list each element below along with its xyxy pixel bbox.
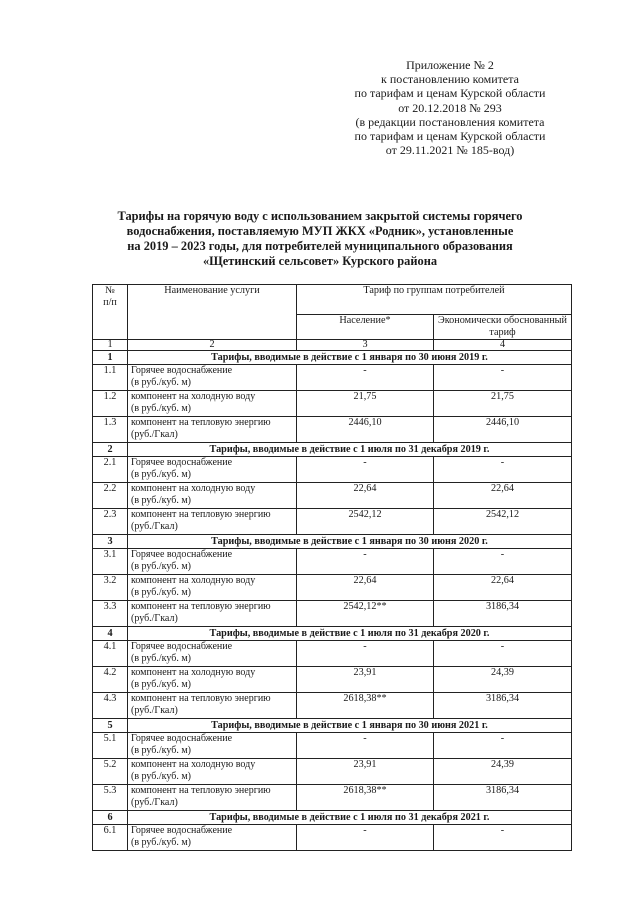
economic-tariff: - bbox=[434, 457, 572, 483]
service-name: Горячее водоснабжение (в руб./куб. м) bbox=[128, 365, 297, 391]
column-number: 4 bbox=[434, 340, 572, 351]
appendix-line: от 29.11.2021 № 185-вод) bbox=[385, 143, 515, 158]
service-name: компонент на холодную воду (в руб./куб. м) bbox=[128, 759, 297, 785]
population-tariff: 23,91 bbox=[297, 667, 434, 693]
population-tariff: 22,64 bbox=[297, 483, 434, 509]
table-row bbox=[93, 509, 572, 535]
table-row bbox=[93, 785, 572, 811]
population-tariff: 22,64 bbox=[297, 575, 434, 601]
economic-tariff: 2446,10 bbox=[434, 417, 572, 443]
row-number: 2.3 bbox=[93, 509, 128, 535]
title-line: Тарифы на горячую воду с использованием закрытой системы горячего bbox=[117, 209, 523, 223]
table-row bbox=[93, 733, 572, 759]
population-tariff: 2618,38** bbox=[297, 693, 434, 719]
section-number: 4 bbox=[93, 627, 128, 641]
section-row bbox=[93, 719, 572, 733]
column-number-row bbox=[93, 340, 572, 351]
row-number: 6.1 bbox=[93, 825, 128, 851]
appendix-reference bbox=[330, 58, 570, 157]
section-row bbox=[93, 351, 572, 365]
row-number: 1.1 bbox=[93, 365, 128, 391]
appendix-line: Приложение № 2 bbox=[406, 58, 494, 72]
table-row bbox=[93, 693, 572, 719]
service-name: компонент на холодную воду (в руб./куб. м) bbox=[128, 575, 297, 601]
row-number: 5.1 bbox=[93, 733, 128, 759]
table-row bbox=[93, 601, 572, 627]
service-name: компонент на тепловую энергию (руб./Гкал) bbox=[128, 785, 297, 811]
population-tariff: 2618,38** bbox=[297, 785, 434, 811]
table-row bbox=[93, 759, 572, 785]
service-name: компонент на тепловую энергию (руб./Гкал) bbox=[128, 509, 297, 535]
row-number: 4.1 bbox=[93, 641, 128, 667]
row-number: 1.3 bbox=[93, 417, 128, 443]
table-row bbox=[93, 417, 572, 443]
header-number: № п/п bbox=[93, 285, 128, 340]
row-number: 5.2 bbox=[93, 759, 128, 785]
economic-tariff: - bbox=[434, 825, 572, 851]
population-tariff: 2542,12** bbox=[297, 601, 434, 627]
appendix-line: по тарифам и ценам Курской области bbox=[354, 86, 546, 101]
economic-tariff: 3186,34 bbox=[434, 785, 572, 811]
table-row bbox=[93, 391, 572, 417]
table-row bbox=[93, 549, 572, 575]
population-tariff: - bbox=[297, 733, 434, 759]
economic-tariff: 24,39 bbox=[434, 667, 572, 693]
section-row bbox=[93, 627, 572, 641]
section-number: 3 bbox=[93, 535, 128, 549]
service-name: компонент на холодную воду (в руб./куб. м) bbox=[128, 667, 297, 693]
title-line: «Щетинский сельсовет» Курского района bbox=[202, 254, 438, 268]
header-population: Население* bbox=[297, 315, 434, 340]
population-tariff: - bbox=[297, 641, 434, 667]
row-number: 5.3 bbox=[93, 785, 128, 811]
section-row bbox=[93, 811, 572, 825]
population-tariff: 23,91 bbox=[297, 759, 434, 785]
population-tariff: 2542,12 bbox=[297, 509, 434, 535]
row-number: 1.2 bbox=[93, 391, 128, 417]
tariff-table bbox=[92, 284, 572, 851]
service-name: Горячее водоснабжение (в руб./куб. м) bbox=[128, 641, 297, 667]
table-row bbox=[93, 575, 572, 601]
economic-tariff: - bbox=[434, 641, 572, 667]
table-row bbox=[93, 641, 572, 667]
section-row bbox=[93, 443, 572, 457]
population-tariff: 2446,10 bbox=[297, 417, 434, 443]
section-number: 1 bbox=[93, 351, 128, 365]
service-name: компонент на тепловую энергию (руб./Гкал) bbox=[128, 693, 297, 719]
table-row bbox=[93, 483, 572, 509]
row-number: 2.2 bbox=[93, 483, 128, 509]
title-line: на 2019 – 2023 годы, для потребителей муниципального образования bbox=[127, 239, 513, 253]
economic-tariff: 2542,12 bbox=[434, 509, 572, 535]
column-number: 3 bbox=[297, 340, 434, 351]
population-tariff: 21,75 bbox=[297, 391, 434, 417]
population-tariff: - bbox=[297, 825, 434, 851]
row-number: 4.2 bbox=[93, 667, 128, 693]
table-row bbox=[93, 667, 572, 693]
table-row bbox=[93, 365, 572, 391]
document-title bbox=[80, 209, 560, 269]
population-tariff: - bbox=[297, 549, 434, 575]
economic-tariff: 3186,34 bbox=[434, 693, 572, 719]
column-number: 2 bbox=[128, 340, 297, 351]
service-name: Горячее водоснабжение (в руб./куб. м) bbox=[128, 825, 297, 851]
section-title: Тарифы, вводимые в действие с 1 января по 30 июня 2020 г. bbox=[128, 535, 572, 549]
section-number: 2 bbox=[93, 443, 128, 457]
economic-tariff: 22,64 bbox=[434, 483, 572, 509]
appendix-line: по тарифам и ценам Курской области bbox=[354, 129, 546, 144]
row-number: 2.1 bbox=[93, 457, 128, 483]
row-number: 3.3 bbox=[93, 601, 128, 627]
economic-tariff: - bbox=[434, 365, 572, 391]
service-name: компонент на тепловую энергию (руб./Гкал) bbox=[128, 417, 297, 443]
section-number: 6 bbox=[93, 811, 128, 825]
table-header-row bbox=[93, 285, 572, 315]
appendix-line: (в редакции постановления комитета bbox=[355, 114, 545, 129]
section-row bbox=[93, 535, 572, 549]
section-title: Тарифы, вводимые в действие с 1 июля по 31 декабря 2019 г. bbox=[128, 443, 572, 457]
service-name: Горячее водоснабжение (в руб./куб. м) bbox=[128, 733, 297, 759]
service-name: Горячее водоснабжение (в руб./куб. м) bbox=[128, 549, 297, 575]
service-name: Горячее водоснабжение (в руб./куб. м) bbox=[128, 457, 297, 483]
section-title: Тарифы, вводимые в действие с 1 января по 30 июня 2019 г. bbox=[128, 351, 572, 365]
economic-tariff: 22,64 bbox=[434, 575, 572, 601]
title-line: водоснабжения, поставляемую МУП ЖКХ «Родник», установленные bbox=[126, 224, 514, 238]
population-tariff: - bbox=[297, 457, 434, 483]
section-number: 5 bbox=[93, 719, 128, 733]
appendix-line: от 20.12.2018 № 293 bbox=[398, 100, 502, 115]
service-name: компонент на холодную воду (в руб./куб. м) bbox=[128, 391, 297, 417]
section-title: Тарифы, вводимые в действие с 1 июля по 31 декабря 2020 г. bbox=[128, 627, 572, 641]
economic-tariff: - bbox=[434, 549, 572, 575]
economic-tariff: - bbox=[434, 733, 572, 759]
column-number: 1 bbox=[93, 340, 128, 351]
service-name: компонент на холодную воду (в руб./куб. м) bbox=[128, 483, 297, 509]
header-service-name: Наименование услуги bbox=[128, 285, 297, 340]
economic-tariff: 3186,34 bbox=[434, 601, 572, 627]
table-row bbox=[93, 457, 572, 483]
header-tariff-groups: Тариф по группам потребителей bbox=[297, 285, 572, 315]
population-tariff: - bbox=[297, 365, 434, 391]
header-economic-tariff: Экономически обоснованный тариф bbox=[434, 315, 572, 340]
section-title: Тарифы, вводимые в действие с 1 июля по 31 декабря 2021 г. bbox=[128, 811, 572, 825]
row-number: 4.3 bbox=[93, 693, 128, 719]
appendix-line: к постановлению комитета bbox=[381, 72, 519, 87]
service-name: компонент на тепловую энергию (руб./Гкал) bbox=[128, 601, 297, 627]
economic-tariff: 21,75 bbox=[434, 391, 572, 417]
table-row bbox=[93, 825, 572, 851]
row-number: 3.1 bbox=[93, 549, 128, 575]
row-number: 3.2 bbox=[93, 575, 128, 601]
economic-tariff: 24,39 bbox=[434, 759, 572, 785]
section-title: Тарифы, вводимые в действие с 1 января по 30 июня 2021 г. bbox=[128, 719, 572, 733]
